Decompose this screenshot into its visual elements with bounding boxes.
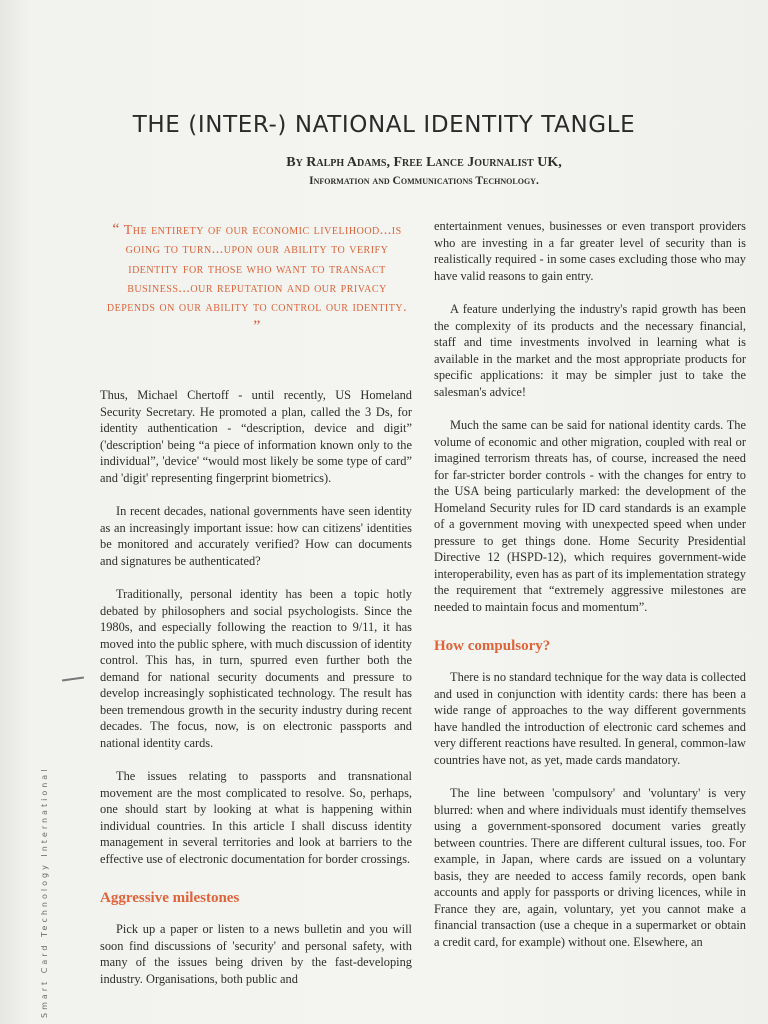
right-column	[434, 218, 746, 967]
paragraph: In recent decades, national governments have seen identity as an increasingly important issue: how can citizens' identities be monitored and accurately verified? How can documents and signatures be authenticated?	[100, 504, 412, 568]
byline	[0, 153, 768, 191]
article-title: THE (INTER-) NATIONAL IDENTITY TANGLE	[132, 112, 636, 138]
paragraph: Much the same can be said for national identity cards. The volume of economic and other migration, coupled with real or imagined terrorism threats has, of course, increased the need for far-stricter border controls - with the changes for entry to the USA being particularly marked: the development of the Homeland Security rules for ID card standards is an example of a government moving with unexpected speed when under pressure to get things done. Home Security Presidential Directive 12 (HSPD-12), which requires government-wide interoperability, even has as part of its implementation strategy the requirement that “extremely aggressive milestones are needed to maintain focus and momentum”.	[434, 418, 746, 614]
byline-affiliation: Information and Communications Technology.	[309, 175, 539, 187]
paragraph: A feature underlying the industry's rapid growth has been the complexity of its products and the necessary financial, staff and time investments involved in learning what is available in the market and the most appropriate products for specific applications: it may be simpler just to take the salesman's advice!	[434, 302, 746, 399]
paragraph: Thus, Michael Chertoff - until recently, US Homeland Security Secretary. He promoted a plan, called the 3 Ds, for identity authentication - “description, device and digit” ('description' being “a piece of information known only to the individual”, 'device' “would most likely be some type of card” and 'digit' representing fingerprint biometrics).	[100, 388, 412, 485]
pull-quote	[105, 220, 409, 338]
open-quote-mark: “	[112, 221, 120, 238]
paragraph: Pick up a paper or listen to a news bulletin and you will soon find discussions of 'security' and personal safety, with many of the issues being driven by the fast-developing industry. Organisations, both public and	[100, 922, 412, 986]
paragraph: Traditionally, personal identity has been a topic hotly debated by philosophers and social psychologists. Since the 1980s, and especially following the reaction to 9/11, it has moved into the public sphere, with much discussion of identity control. This has, in turn, spurred even further both the demand for national security documents and pressure to develop increasingly sophisticated technology. The result has been tremendous growth in the security industry during recent decades. The focus, now, is on electronic passports and national identity cards.	[100, 587, 412, 750]
byline-author: By Ralph Adams, Free Lance Journalist UK,	[286, 155, 562, 170]
paragraph: There is no standard technique for the way data is collected and used in conjunction with identity cards: there has been a wide range of approaches to the way different governments have handled the introduction of electronic card schemes and very different reactions have resulted. In general, common-law countries have not, as yet, made cards mandatory.	[434, 670, 746, 767]
paragraph: The line between 'compulsory' and 'voluntary' is very blurred: when and where individuals must identify themselves using a government-sponsored document varies greatly between countries. There are different cultural issues, too. For example, in Japan, where cards are issued on a voluntary basis, they are needed to access family records, open bank accounts and apply for passports or driving licences, while in France they are, again, voluntary, yet you cannot make a financial transaction (use a cheque in a supermarket or obtain a credit card, for example) without one. Elsewhere, an	[434, 786, 746, 949]
pen-mark	[62, 676, 84, 681]
section-heading: How compulsory?	[434, 638, 551, 654]
publication-name-vertical: Smart Card Technology International	[40, 766, 49, 1018]
paragraph: entertainment venues, businesses or even transport providers who are investing in a far greater level of security than is realistically required - in some cases excluding those who may have valid reasons to gain entry.	[434, 219, 746, 283]
left-column	[100, 387, 412, 1004]
paragraph: The issues relating to passports and transnational movement are the most complicated to resolve. So, perhaps, one should start by looking at what is happening within individual countries. In this article I shall discuss identity management in several territories and look at barriers to the effective use of electronic documentation for border crossings.	[100, 769, 412, 866]
section-heading: Aggressive milestones	[100, 890, 240, 906]
pull-quote-text: The entirety of our economic livelihood...is going to turn...upon our ability to verify identity for those who want to transact business...our reputation and our privacy depends on our ability to control our identity.	[106, 223, 408, 316]
close-quote-mark: ”	[253, 318, 261, 336]
